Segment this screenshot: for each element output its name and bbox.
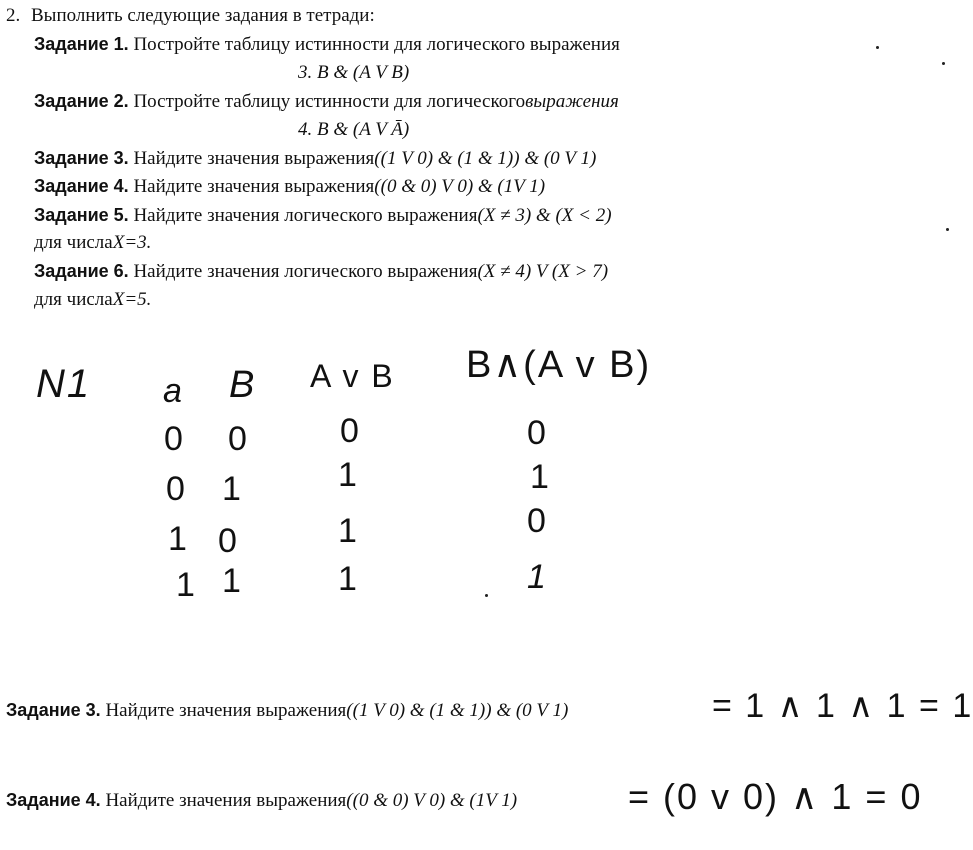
- handwritten-cell: 1: [176, 566, 197, 604]
- header-line: [6, 4, 375, 28]
- task-5-continuation: [34, 231, 151, 255]
- task-2-text: Постройте таблицу истинности для логического: [128, 91, 526, 112]
- task-2-text-italic: выражения: [525, 91, 619, 112]
- handwritten-n1: N1: [36, 362, 92, 406]
- task-4-label: Задание 4.: [34, 176, 129, 196]
- repeat-task-3: [6, 698, 568, 723]
- handwritten-cell: 0: [527, 502, 548, 540]
- repeat-task-3-expression: ((1 V 0) & (1 & 1)) & (0 V 1): [346, 700, 569, 721]
- repeat-task-4-label: Задание 4.: [6, 790, 101, 810]
- handwritten-cell: 0: [166, 470, 187, 508]
- task-6-text: Найдите значения логического выражения: [128, 261, 478, 282]
- header-text: Выполнить следующие задания в тетради:: [31, 5, 375, 26]
- task-1: [34, 32, 620, 57]
- handwritten-cell: 1: [530, 458, 551, 496]
- task-2-label: Задание 2.: [34, 91, 129, 111]
- task-2-expression: 4. B & (A V Ā): [298, 119, 410, 140]
- task-6: [34, 259, 608, 284]
- task-5-label: Задание 5.: [34, 205, 129, 225]
- task-1-label: Задание 1.: [34, 34, 129, 54]
- task-4-text: Найдите значения выражения: [128, 176, 375, 197]
- header-number: 2.: [6, 5, 21, 26]
- handwritten-cell: 1: [338, 456, 359, 494]
- repeat-task-3-text: Найдите значения выражения: [100, 700, 347, 721]
- task-5-cont-expr: X=3.: [112, 232, 152, 253]
- task-3-text: Найдите значения выражения: [128, 148, 375, 169]
- stray-dot: [485, 594, 488, 597]
- handwritten-header-b-and-avb: B∧(A v B): [466, 344, 652, 386]
- handwritten-cell: 1: [222, 470, 243, 508]
- task-4: [34, 174, 545, 199]
- task-2: [34, 89, 619, 114]
- handwritten-cell: 1: [338, 560, 359, 598]
- handwritten-cell: 0: [340, 412, 361, 450]
- handwritten-cell: 1: [527, 558, 548, 596]
- handwritten-cell: 0: [218, 522, 239, 560]
- handwritten-header-avb: A v B: [310, 358, 395, 394]
- handwritten-header-a: a: [163, 372, 184, 410]
- repeat-task-4-text: Найдите значения выражения: [100, 790, 347, 811]
- task-5: [34, 203, 612, 228]
- task-5-text: Найдите значения логического выражения: [128, 205, 478, 226]
- task-6-label: Задание 6.: [34, 261, 129, 281]
- handwritten-cell: 1: [168, 520, 189, 558]
- stray-dot: [876, 46, 879, 49]
- handwritten-answer-3: = 1 ∧ 1 ∧ 1 = 1: [712, 687, 973, 725]
- task-1-text: Постройте таблицу истинности для логического выражения: [128, 34, 620, 55]
- task-3-label: Задание 3.: [34, 148, 129, 168]
- handwritten-cell: 1: [222, 562, 243, 600]
- handwritten-cell: 0: [527, 414, 548, 452]
- task-6-cont-text: для числа: [34, 289, 113, 310]
- handwritten-cell: 0: [164, 420, 185, 458]
- task-5-expression: (X ≠ 3) & (X < 2): [477, 205, 612, 226]
- handwritten-cell: 0: [228, 420, 249, 458]
- stray-dot: [946, 228, 949, 231]
- task-6-expression: (X ≠ 4) V (X > 7): [477, 261, 609, 282]
- handwritten-cell: 1: [338, 512, 359, 550]
- task-1-expression: 3. B & (A V B): [298, 62, 410, 83]
- task-5-cont-text: для числа: [34, 232, 113, 253]
- task-4-expression: ((0 & 0) V 0) & (1V 1): [374, 176, 546, 197]
- task-6-cont-expr: X=5.: [112, 289, 152, 310]
- stray-dot: [942, 62, 945, 65]
- task-3: [34, 146, 596, 171]
- handwritten-header-b: B: [229, 364, 257, 406]
- handwritten-answer-4: = (0 v 0) ∧ 1 = 0: [628, 776, 923, 817]
- repeat-task-4-expression: ((0 & 0) V 0) & (1V 1): [346, 790, 518, 811]
- repeat-task-3-label: Задание 3.: [6, 700, 101, 720]
- repeat-task-4: [6, 788, 517, 813]
- task-6-continuation: [34, 288, 151, 312]
- task-3-expression: ((1 V 0) & (1 & 1)) & (0 V 1): [374, 148, 597, 169]
